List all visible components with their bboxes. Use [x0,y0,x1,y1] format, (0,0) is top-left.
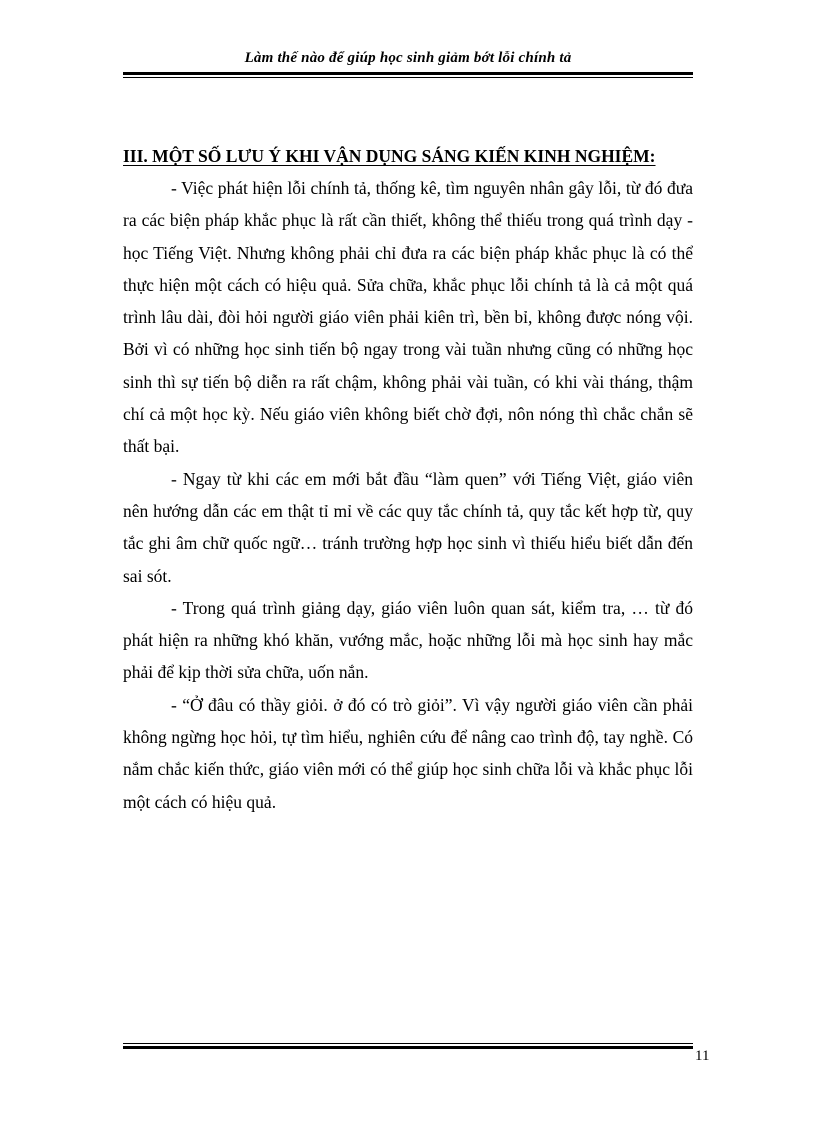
page-header [123,48,693,78]
section-heading: III. MỘT SỐ LƯU Ý KHI VẬN DỤNG SÁNG KIẾN KINH NGHIỆM: [123,146,656,166]
paragraph-1: - Việc phát hiện lỗi chính tả, thống kê, tìm nguyên nhân gây lỗi, từ đó đưa ra các biện pháp khắc phục là rất cần thiết, không thể thiếu trong quá trình dạy - học Tiếng Việt. Nhưng không phải chỉ đưa ra các biện pháp khắc phục là có thể thực hiện một cách có hiệu quả. Sửa chữa, khắc phục lỗi chính tả là cả một quá trình lâu dài, đòi hỏi người giáo viên phải kiên trì, bền bỉ, không được nóng vội. Bởi vì có những học sinh tiến bộ ngay trong vài tuần nhưng cũng có những học sinh thì sự tiến bộ diễn ra rất chậm, không phải vài tuần, có khi vài tháng, thậm chí cả một học kỳ. Nếu giáo viên không biết chờ đợi, nôn nóng thì chắc chắn sẽ thất bại. [123,178,693,457]
header-rule-thick [123,72,693,75]
paragraph-2: - Ngay từ khi các em mới bắt đầu “làm quen” với Tiếng Việt, giáo viên nên hướng dẫn các em thật tỉ mỉ về các quy tắc chính tả, quy tắc kết hợp từ, quy tắc ghi âm chữ quốc ngữ… tránh trường hợp học sinh vì thiếu hiểu biết dẫn đến sai sót. [123,468,693,586]
header-title: Làm thế nào để giúp học sinh giảm bớt lỗi chính tả [244,50,572,66]
paragraph-3: - Trong quá trình giảng dạy, giáo viên luôn quan sát, kiểm tra, … từ đó phát hiện ra những khó khăn, vướng mắc, hoặc những lỗi mà học sinh hay mắc phải để kịp thời sửa chữa, uốn nắn. [123,597,693,683]
footer-rule-thin [123,1043,693,1044]
page-number: 11 [695,1048,710,1064]
document-body [123,140,693,818]
page-footer [123,1043,693,1049]
footer-rule-thick [123,1046,693,1049]
paragraph-4: - “Ở đâu có thầy giỏi. ở đó có trò giỏi”. Vì vậy người giáo viên cần phải không ngừng học hỏi, tự tìm hiểu, nghiên cứu để nâng cao trình độ, tay nghề. Có nắm chắc kiến thức, giáo viên mới có thể giúp học sinh chữa lỗi và khắc phục lỗi một cách có hiệu quả. [123,694,693,812]
header-rule-thin [123,77,693,78]
